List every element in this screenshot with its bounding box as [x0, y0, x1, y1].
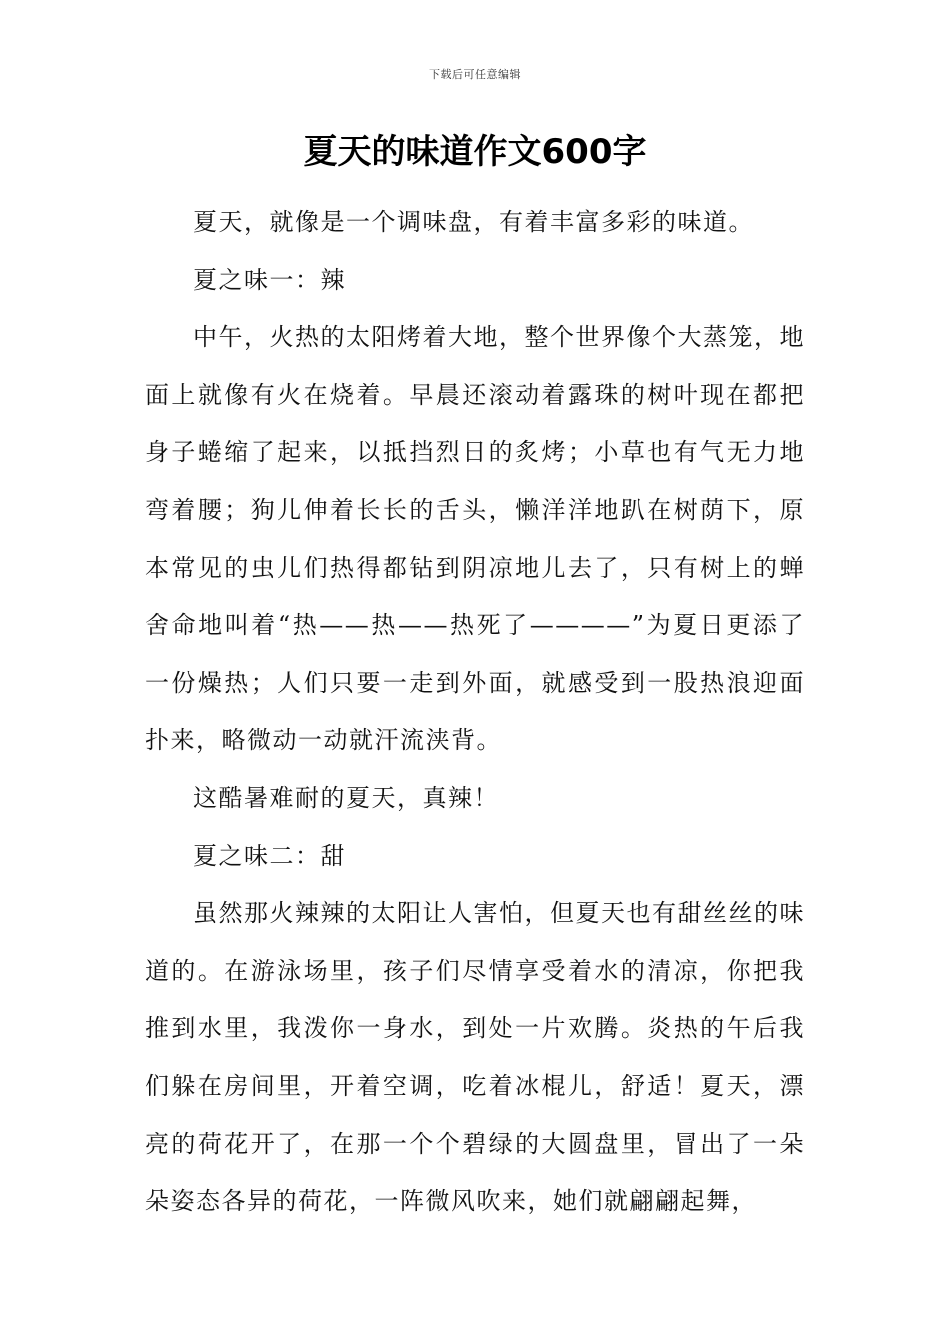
- paragraph-sweet-description: 虽然那火辣辣的太阳让人害怕，但夏天也有甜丝丝的味道的。在游泳场里，孩子们尽情享受着水的清凉，你把我推到水里，我泼你一身水，到处一片欢腾。炎热的午后我们躲在房间里，开着空调，吃着冰棍儿，舒适！夏天，漂亮的荷花开了，在那一个个碧绿的大圆盘里，冒出了一朵朵姿态各异的荷花，一阵微风吹来，她们就翩翩起舞，: [145, 899, 805, 1216]
- paragraph-intro: 夏天，就像是一个调味盘，有着丰富多彩的味道。: [193, 208, 754, 236]
- paragraph-spicy-conclusion: 这酷暑难耐的夏天，真辣！: [193, 783, 499, 812]
- document-body: [145, 194, 805, 1231]
- document-title: 夏天的味道作文600字: [303, 132, 647, 172]
- paragraph-heading-spicy: 夏之味一：辣: [193, 265, 346, 294]
- paragraph-spicy-description: 中午，火热的太阳烤着大地，整个世界像个大蒸笼，地面上就像有火在烧着。早晨还滚动着露珠的树叶现在都把身子蜷缩了起来，以抵挡烈日的炙烤；小草也有气无力地弯着腰；狗儿伸着长长的舌头，懒洋洋地趴在树荫下，原本常见的虫儿们热得都钻到阴凉地儿去了，只有树上的蝉舍命地叫着“热——热——热死了————”为夏日更添了一份燥热；人们只要一走到外面，就感受到一股热浪迎面扑来，略微动一动就汗流浃背。: [145, 323, 805, 755]
- paragraph-heading-sweet: 夏之味二：甜: [193, 841, 346, 870]
- header-note: 下载后可任意编辑: [429, 68, 521, 81]
